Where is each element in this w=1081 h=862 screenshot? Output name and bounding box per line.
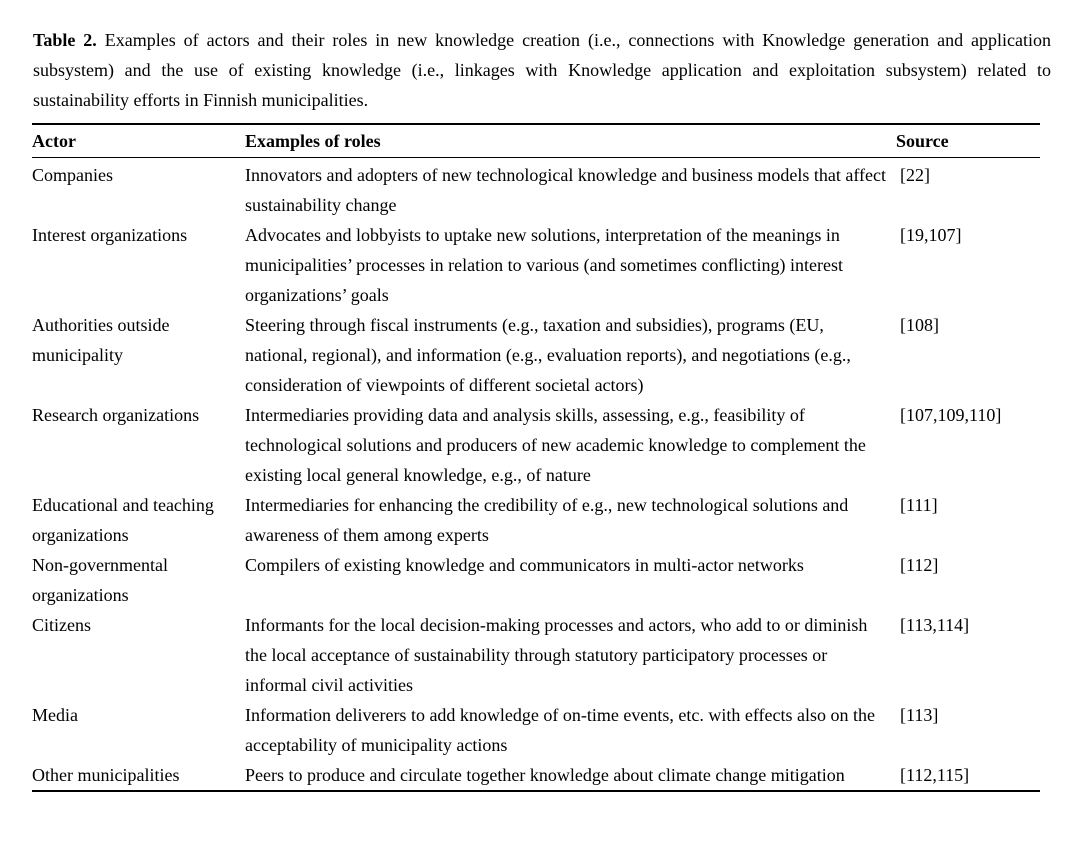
actors-roles-table: [32, 123, 1040, 792]
roles-cell: Advocates and lobbyists to uptake new solutions, interpretation of the meanings in municipalities’ processes in relation to various (and sometimes conflicting) interest organizations’ goals: [245, 225, 844, 305]
source-cell: [113]: [900, 705, 939, 725]
table-row: [32, 158, 1040, 221]
source-cell: [108]: [900, 315, 939, 335]
roles-cell: Peers to produce and circulate together knowledge about climate change mitigation: [245, 760, 896, 791]
header-source: Source: [896, 124, 1040, 158]
table-row: [32, 700, 1040, 760]
roles-cell: Intermediaries providing data and analysis skills, assessing, e.g., feasibility of technological solutions and producers of new academic knowledge to complement the existing local general knowledge, e.g., of nature: [245, 405, 866, 485]
actor-cell: Authorities outside municipality: [32, 315, 170, 365]
actor-cell: Other municipalities: [32, 760, 245, 791]
header-examples-of-roles: Examples of roles: [245, 124, 896, 158]
table-header-row: [32, 124, 1040, 158]
table-row: [32, 220, 1040, 310]
actor-cell: Citizens: [32, 615, 91, 635]
table-caption-text: Examples of actors and their roles in new knowledge creation (i.e., connections with Knowledge generation and application subsystem) and the use of existing knowledge (i.e., linkages with Knowledge application and exploitation subsystem) related to sustainability efforts in Finnish municipalities.: [33, 30, 1052, 110]
roles-cell: Informants for the local decision-making processes and actors, who add to or diminish the local acceptance of sustainability through statutory participatory processes or informal civil activities: [245, 615, 868, 695]
roles-cell: Steering through fiscal instruments (e.g., taxation and subsidies), programs (EU, national, regional), and information (e.g., evaluation reports), and negotiations (e.g., consideration of viewpoints of different societal actors): [245, 315, 851, 395]
actor-cell: Media: [32, 705, 78, 725]
table-caption: [33, 25, 1051, 115]
actor-cell: Companies: [32, 165, 113, 185]
table-row: [32, 310, 1040, 400]
header-actor: Actor: [32, 124, 245, 158]
actor-cell: Research organizations: [32, 405, 200, 425]
table-row: [32, 400, 1040, 490]
source-cell: [22]: [900, 165, 930, 185]
roles-cell: Information deliverers to add knowledge of on-time events, etc. with effects also on the acceptability of municipality actions: [245, 705, 875, 755]
roles-cell: Innovators and adopters of new technological knowledge and business models that affect sustainability change: [245, 165, 886, 215]
source-cell: [112,115]: [896, 760, 1040, 791]
source-cell: [112]: [900, 555, 939, 575]
table-row: [32, 550, 1040, 610]
table-row: [32, 490, 1040, 550]
source-cell: [107,109,110]: [900, 405, 1002, 425]
roles-cell: Compilers of existing knowledge and communicators in multi-actor networks: [245, 555, 804, 575]
source-cell: [19,107]: [900, 225, 962, 245]
table-row: [32, 760, 1040, 791]
source-cell: [111]: [900, 495, 938, 515]
actor-cell: Interest organizations: [32, 225, 188, 245]
table-caption-label: Table 2.: [33, 30, 97, 50]
table-row: [32, 610, 1040, 700]
actor-cell: Educational and teaching organizations: [32, 495, 214, 545]
roles-cell: Intermediaries for enhancing the credibility of e.g., new technological solutions and awareness of them among experts: [245, 495, 849, 545]
actor-cell: Non-governmental organizations: [32, 555, 168, 605]
source-cell: [113,114]: [900, 615, 970, 635]
